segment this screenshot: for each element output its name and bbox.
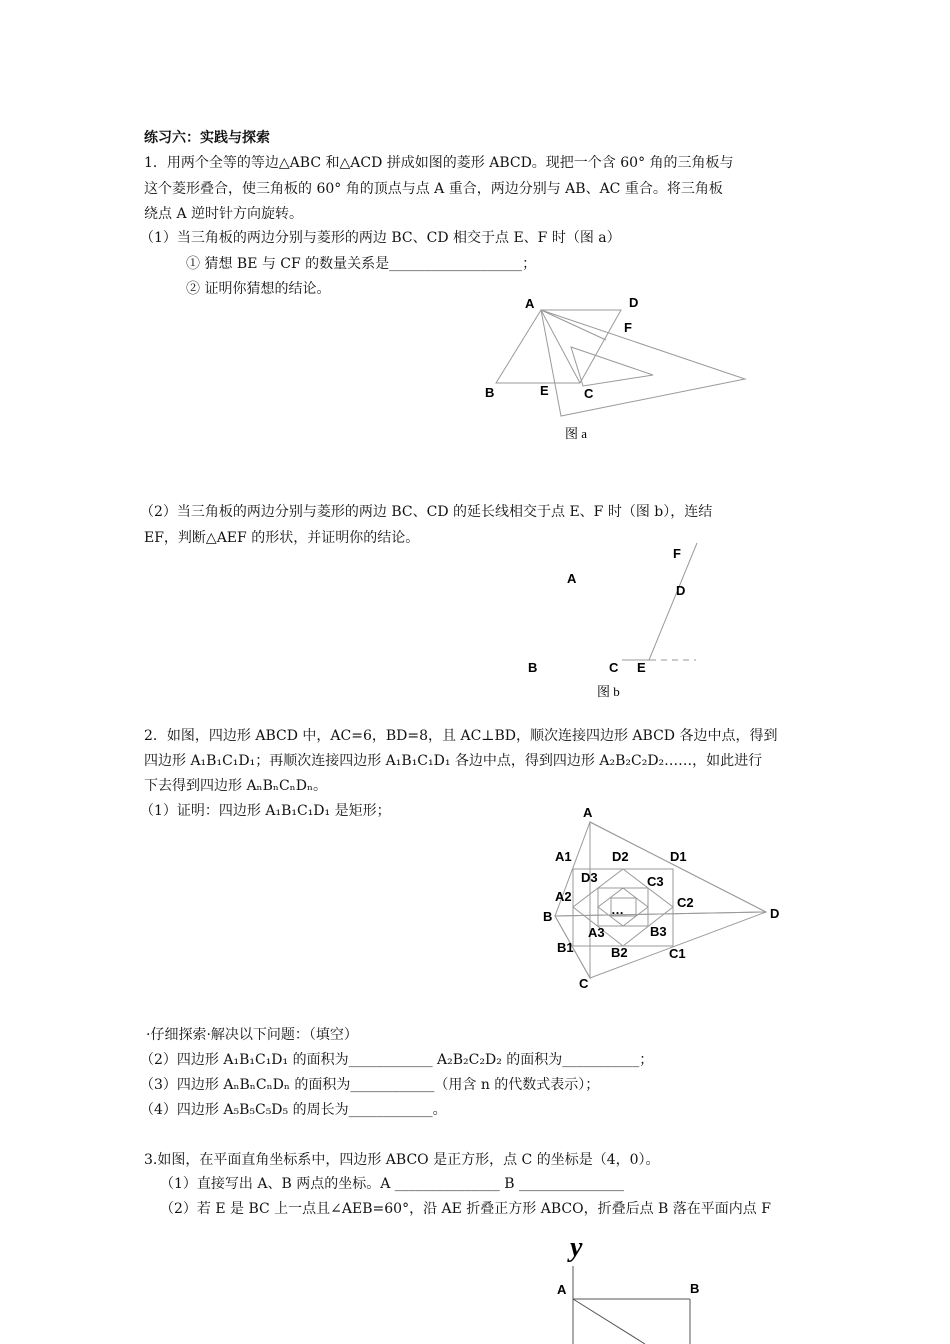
q3-part-1: （1）直接写出 A、B 两点的坐标。A _______________ B _______________ xyxy=(160,1176,624,1192)
q1-part-1: （1）当三角板的两边分别与菱形的两边 BC、CD 相交于点 E、F 时（图 a） xyxy=(140,230,621,246)
fig-b-label-a: A xyxy=(567,571,577,586)
q2-part-4: （4）四边形 A₅B₅C₅D₅ 的周长为____________。 xyxy=(140,1102,447,1118)
q1-line-1: 1．用两个全等的等边△ABC 和△ACD 拼成如图的菱形 ABCD。现把一个含 60° 角的三角板与 xyxy=(144,155,734,171)
q3-part-2: （2）若 E 是 BC 上一点且∠AEB=60°，沿 AE 折叠正方形 ABCO，折叠后点 B 落在平面内点 F xyxy=(160,1201,771,1217)
fig-2-label-a3: A3 xyxy=(588,925,605,940)
q1-part-1b: ② 证明你猜想的结论。 xyxy=(186,281,331,297)
q1-part-2a: （2）当三角板的两边分别与菱形的两边 BC、CD 的延长线相交于点 E、F 时（图 b），连结 xyxy=(140,504,713,520)
fig-a-label-d: D xyxy=(629,295,639,310)
q3-line-1: 3.如图，在平面直角坐标系中，四边形 ABCO 是正方形，点 C 的坐标是（4，0）。 xyxy=(144,1152,660,1168)
fig-2-label-b2: B2 xyxy=(611,945,628,960)
fig-2-label-d3: D3 xyxy=(581,870,598,885)
fig-3-axis-y: y xyxy=(570,1232,583,1263)
figure-b xyxy=(510,540,710,705)
fig-b-caption: 图 b xyxy=(597,684,620,699)
fig-2-label-a2: A2 xyxy=(555,889,572,904)
fig-3-label-b: B xyxy=(690,1281,700,1296)
fig-2-label-c2: C2 xyxy=(677,895,694,910)
fig-2-label-b: B xyxy=(543,909,553,924)
fig-b-label-c: C xyxy=(609,660,619,675)
fig-b-label-b: B xyxy=(528,660,538,675)
q2-part-1: （1）证明：四边形 A₁B₁C₁D₁ 是矩形； xyxy=(140,803,391,819)
fig-2-label-c1: C1 xyxy=(669,946,686,961)
fig-a-label-c: C xyxy=(584,386,594,401)
fig-2-label-d1: D1 xyxy=(670,849,687,864)
fig-a-label-f: F xyxy=(624,320,632,335)
fig-3-label-a: A xyxy=(557,1282,567,1297)
q2-line-2: 四边形 A₁B₁C₁D₁；再顺次连接四边形 A₁B₁C₁D₁ 各边中点，得到四边形 A₂B₂C₂D₂……，如此进行 xyxy=(144,753,763,769)
fig-2-label-d2: D2 xyxy=(612,849,629,864)
fig-2-label-b3: B3 xyxy=(650,924,667,939)
q2-line-3: 下去得到四边形 AₙBₙCₙDₙ。 xyxy=(144,778,328,794)
q2-part-2: （2）四边形 A₁B₁C₁D₁ 的面积为____________ A₂B₂C₂D₂ 的面积为___________； xyxy=(140,1052,654,1068)
figure-a xyxy=(470,290,770,450)
fig-b-label-f: F xyxy=(673,546,681,561)
q1-line-3: 绕点 A 逆时针方向旋转。 xyxy=(144,206,304,222)
q1-line-2: 这个菱形叠合，使三角板的 60° 角的顶点与点 A 重合，两边分别与 AB、AC 重合。将三角板 xyxy=(144,181,723,197)
q1-part-1a: ① 猜想 BE 与 CF 的数量关系是___________________； xyxy=(186,256,537,272)
fig-2-label-a: A xyxy=(583,805,593,820)
fig-2-label-dots: … xyxy=(611,902,624,917)
q2-explore: ·仔细探索·解决以下问题：（填空） xyxy=(146,1027,358,1043)
fig-a-label-a: A xyxy=(525,296,535,311)
fig-a-label-b: B xyxy=(485,385,495,400)
fig-2-label-c: C xyxy=(579,976,589,991)
figure-2 xyxy=(530,795,800,995)
q2-line-1: 2．如图，四边形 ABCD 中，AC=6，BD=8，且 AC⊥BD，顺次连接四边形 ABCD 各边中点，得到 xyxy=(144,728,778,744)
fig-2-label-a1: A1 xyxy=(555,849,572,864)
figure-3 xyxy=(545,1225,725,1344)
fig-b-label-d: D xyxy=(676,583,686,598)
fig-2-label-c3: C3 xyxy=(647,874,664,889)
fig-a-label-e: E xyxy=(540,383,549,398)
fig-b-label-e: E xyxy=(637,660,646,675)
fig-2-label-d: D xyxy=(770,906,780,921)
section-title: 练习六：实践与探索 xyxy=(144,130,270,146)
q1-part-2b: EF，判断△AEF 的形状，并证明你的结论。 xyxy=(144,530,420,546)
fig-2-label-b1: B1 xyxy=(557,940,574,955)
q2-part-3: （3）四边形 AₙBₙCₙDₙ 的面积为____________（用含 n 的代数式表示）； xyxy=(140,1077,600,1093)
fig-a-caption: 图 a xyxy=(565,426,588,441)
